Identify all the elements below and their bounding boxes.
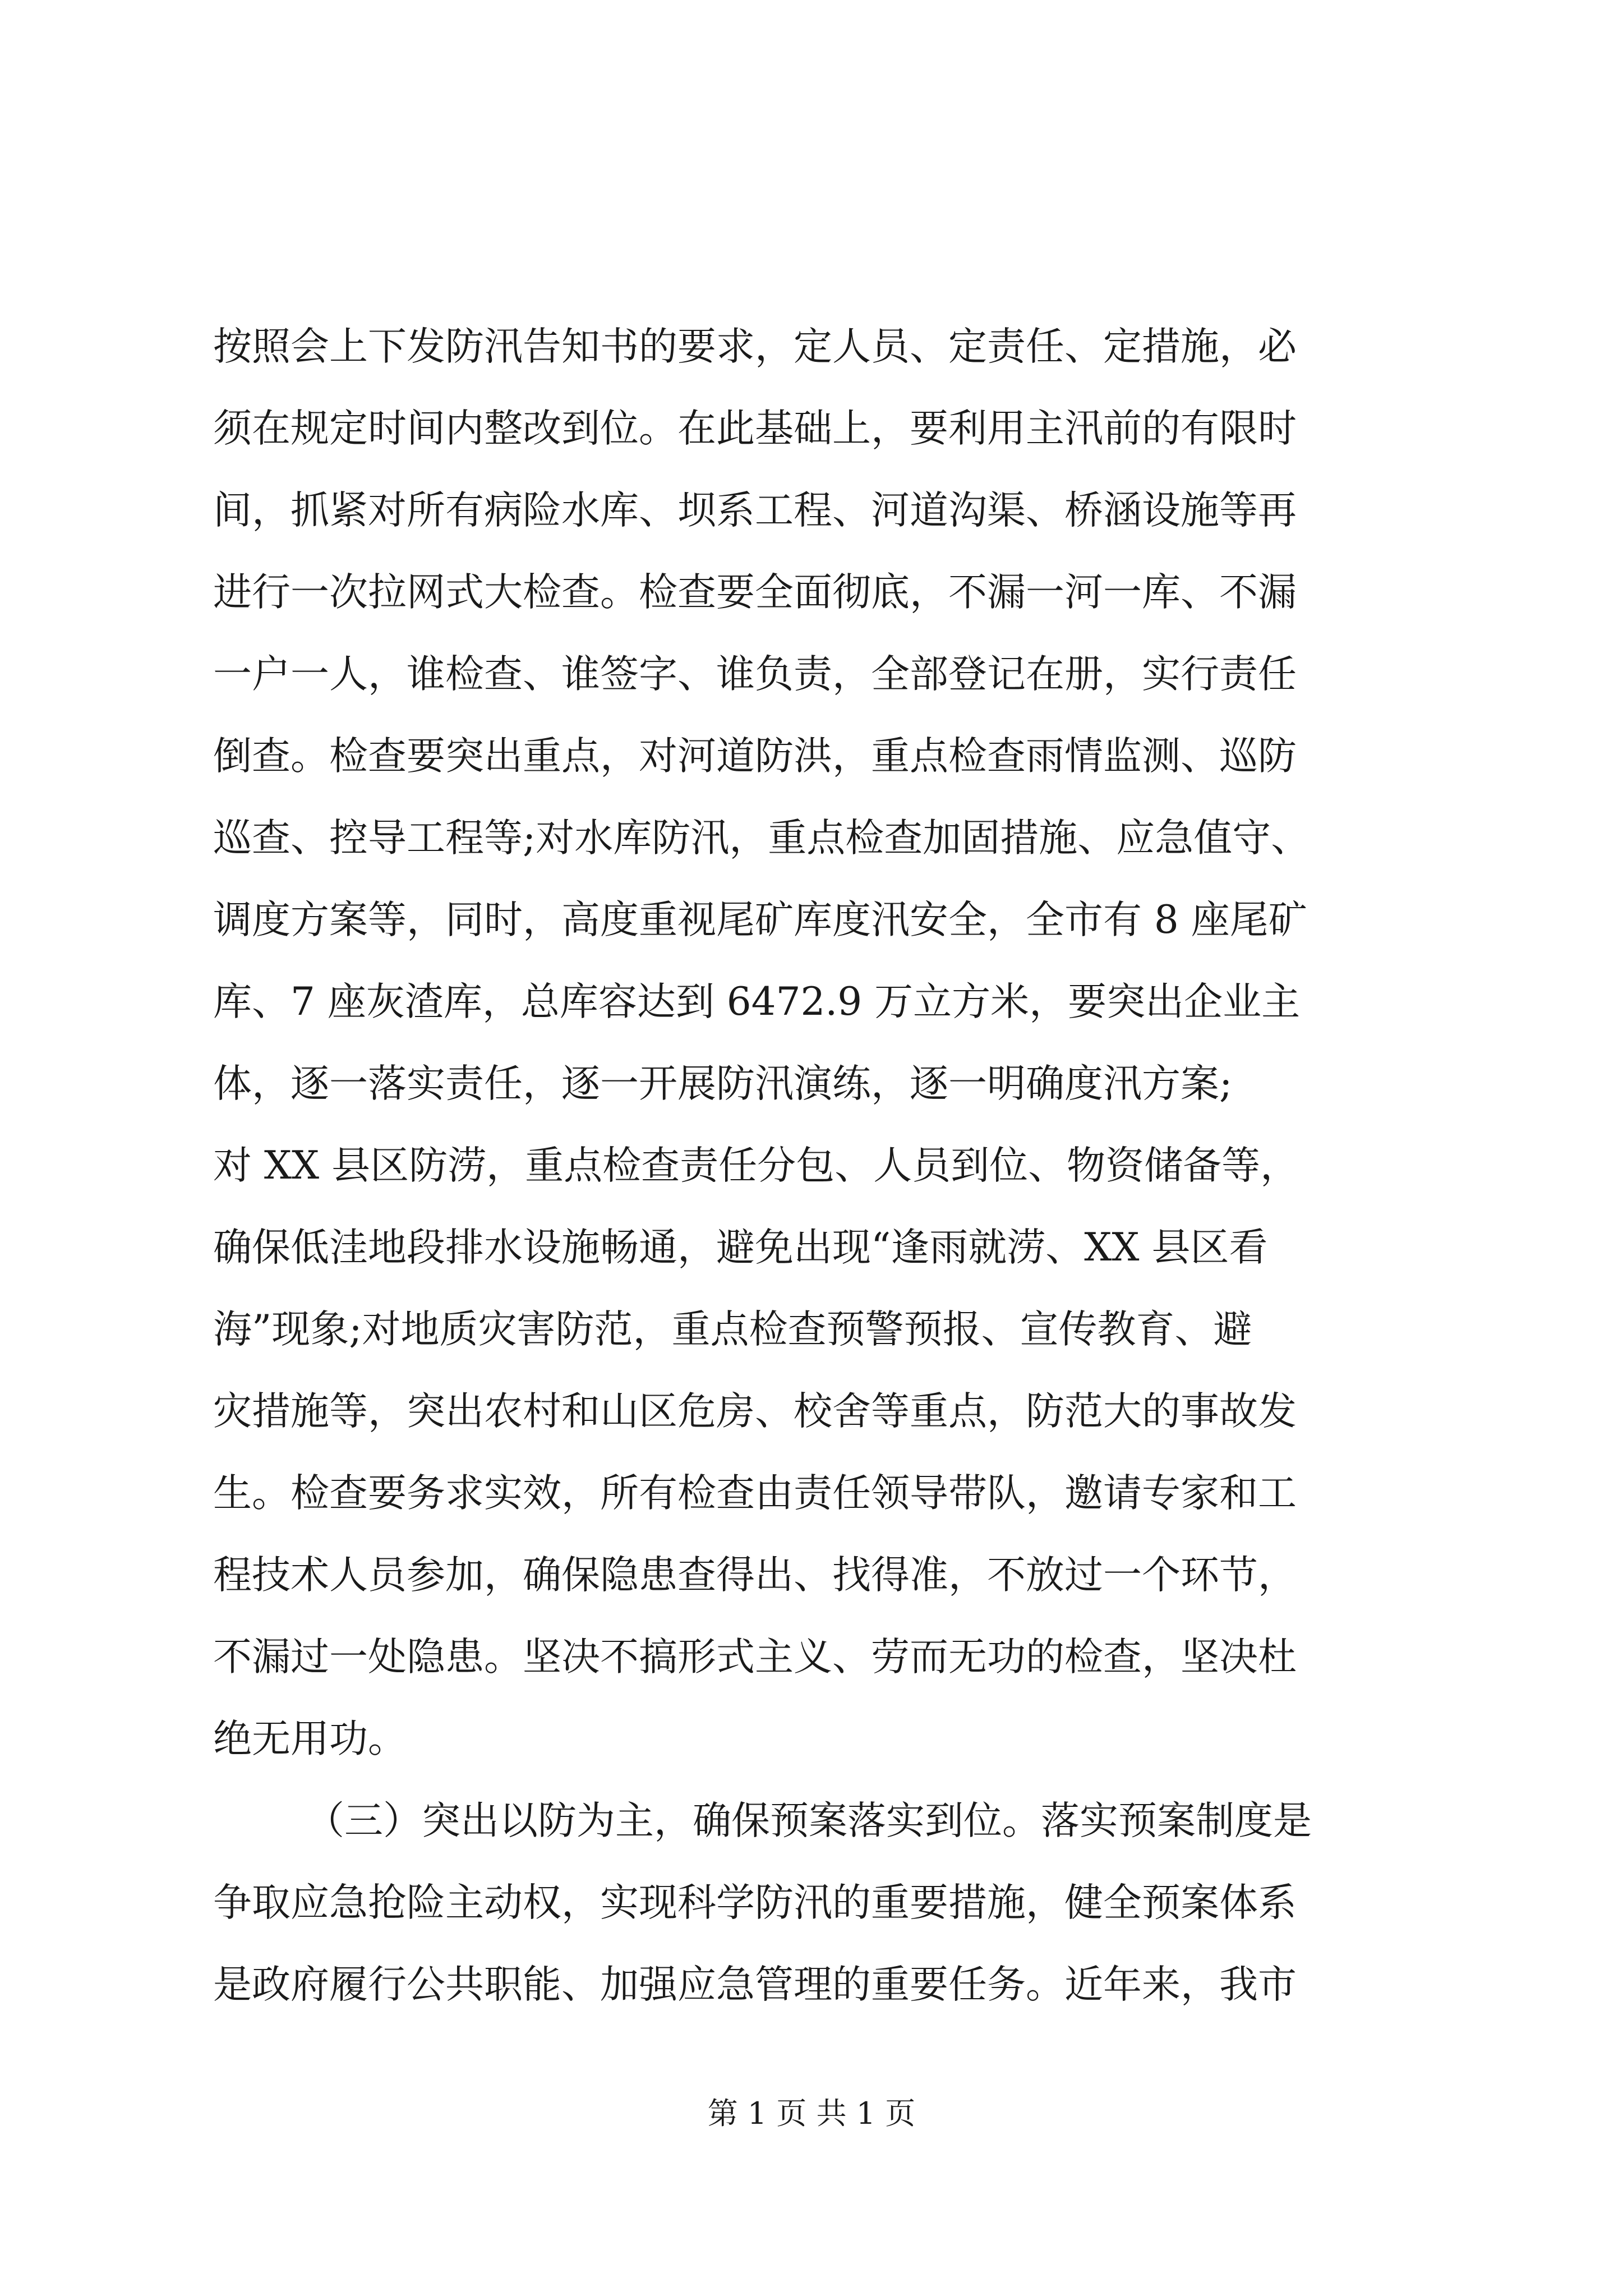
text-line: 一户一人，谁检查、谁签字、谁负责，全部登记在册，实行责任 (213, 652, 1297, 697)
text-line: 间，抓紧对所有病险水库、坝系工程、河道沟渠、桥涵设施等再 (213, 488, 1297, 533)
text-line: 进行一次拉网式大检查。检查要全面彻底，不漏一河一库、不漏 (213, 570, 1297, 615)
text-line: 须在规定时间内整改到位。在此基础上，要利用主汛前的有限时 (213, 406, 1297, 451)
text-line: 灾措施等，突出农村和山区危房、校舍等重点，防范大的事故发 (213, 1389, 1297, 1434)
body-text (213, 306, 1424, 2026)
text-line: 程技术人员参加，确保隐患查得出、找得准，不放过一个环节， (213, 1553, 1297, 1598)
text-line: 按照会上下发防汛告知书的要求，定人员、定责任、定措施，必 (213, 324, 1297, 369)
page-footer: 第 1 页 共 1 页 (707, 2096, 916, 2131)
text-line: 海”现象;对地质灾害防范，重点检查预警预报、宣传教育、避 (213, 1307, 1252, 1352)
text-line: 确保低洼地段排水设施畅通，避免出现“逢雨就涝、XX 县区看 (213, 1225, 1268, 1270)
text-line: 体，逐一落实责任，逐一开展防汛演练，逐一明确度汛方案; (213, 1061, 1233, 1106)
text-line: 巡查、控导工程等;对水库防汛，重点检查加固措施、应急值守、 (213, 816, 1310, 861)
text-line: 倒查。检查要突出重点，对河道防洪，重点检查雨情监测、巡防 (213, 734, 1297, 779)
text-line: 不漏过一处隐患。坚决不搞形式主义、劳而无功的检查，坚决杜 (213, 1635, 1297, 1680)
text-line: 调度方案等，同时，高度重视尾矿库度汛安全，全市有 8 座尾矿 (213, 898, 1307, 942)
text-line: 库、7 座灰渣库，总库容达到 6472.9 万立方米，要突出企业主 (213, 979, 1301, 1024)
text-line: 生。检查要务求实效，所有检查由责任领导带队，邀请专家和工 (213, 1471, 1297, 1516)
text-line: 是政府履行公共职能、加强应急管理的重要任务。近年来，我市 (213, 1962, 1297, 2007)
text-line: 绝无用功。 (213, 1717, 407, 1761)
text-line: 争取应急抢险主动权，实现科学防汛的重要措施，健全预案体系 (213, 1880, 1297, 1925)
paragraph-heading-line: （三）突出以防为主，确保预案落实到位。落实预案制度是 (306, 1798, 1312, 1843)
text-line: 对 XX 县区防涝，重点检查责任分包、人员到位、物资储备等， (213, 1143, 1299, 1188)
